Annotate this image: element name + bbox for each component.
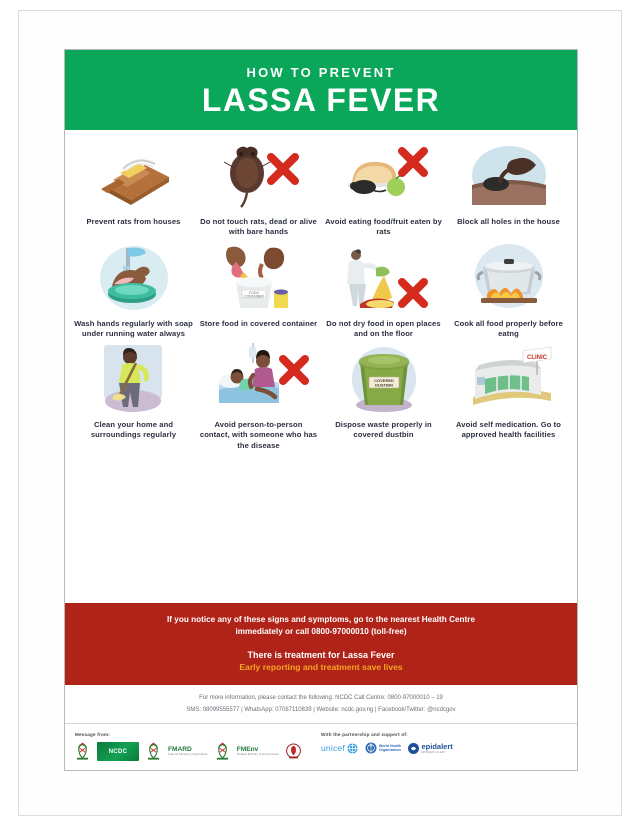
partnership-label: With the partnership and support of: bbox=[321, 732, 408, 737]
tip-card bbox=[321, 242, 446, 340]
ncdc-logo bbox=[97, 742, 139, 761]
prevention-tips-grid bbox=[65, 130, 577, 603]
tip-caption: Wash hands regularly with soap under running water always bbox=[74, 318, 193, 338]
tip-caption: Cook all food properly before eatng bbox=[454, 318, 563, 338]
tip-card bbox=[71, 343, 196, 451]
dead-rat-icon bbox=[199, 140, 318, 212]
tips-row bbox=[71, 242, 571, 340]
tip-caption: Avoid person-to-person contact, with someone who has the disease bbox=[199, 420, 318, 450]
fmard-logo-sub: Federal Ministry of Agriculture bbox=[168, 752, 208, 757]
tips-row bbox=[71, 140, 571, 238]
who-emblem-icon bbox=[365, 742, 377, 754]
covered-dustbin-icon bbox=[324, 343, 443, 415]
tip-caption: Dispose waste properly in covered dustbin bbox=[335, 420, 432, 440]
tip-caption: Store food in covered container bbox=[199, 318, 318, 328]
contact-info bbox=[65, 685, 577, 723]
bread-eaten-by-rat-icon bbox=[324, 140, 443, 212]
poster-page bbox=[18, 10, 622, 816]
unicef-globe-icon bbox=[347, 743, 358, 754]
svg-text:CLINIC: CLINIC bbox=[526, 355, 547, 361]
nigeria-coat-of-arms-icon bbox=[75, 742, 90, 761]
alert-treatment-line: There is treatment for Lassa Fever bbox=[247, 649, 395, 660]
svg-text:DUSTBIN: DUSTBIN bbox=[374, 382, 393, 388]
tips-row bbox=[71, 343, 571, 451]
who-logo-line-2: Organization bbox=[378, 748, 401, 752]
footer-logos bbox=[65, 723, 577, 770]
tip-caption: Avoid self medication. Go to approved health facilities bbox=[455, 420, 562, 440]
alert-line-1: If you notice any of these signs and symptoms, go to the nearest Health Centre bbox=[167, 615, 475, 624]
alert-banner bbox=[65, 603, 577, 685]
sponsor-logo-list bbox=[75, 742, 321, 761]
tip-card bbox=[71, 140, 196, 238]
ncdc-logo-text: NCDC bbox=[108, 748, 128, 755]
patient-in-bed-icon bbox=[199, 343, 318, 415]
fmenv-logo-text: FMEnv bbox=[236, 745, 259, 753]
epidalert-mark-icon bbox=[408, 743, 419, 754]
poster-kicker: HOW TO PREVENT bbox=[246, 65, 396, 80]
epidalert-logo-text: epidalert bbox=[421, 742, 453, 751]
fmenv-logo bbox=[237, 747, 279, 757]
tip-card bbox=[321, 140, 446, 238]
contact-line-2: SMS: 08099555577 | WhatsApp: 07087110839 | Website: ncdc.gov.ng | Facebook/Twitter: @ncdcgov bbox=[186, 706, 456, 713]
tip-card bbox=[446, 140, 571, 238]
partner-logo-list bbox=[321, 742, 567, 754]
nigeria-coat-of-arms-icon bbox=[215, 742, 230, 761]
food-container-icon bbox=[199, 242, 318, 314]
epidalert-logo bbox=[408, 742, 453, 754]
tip-card bbox=[196, 343, 321, 451]
svg-text:COVERED: COVERED bbox=[373, 378, 394, 383]
unicef-logo bbox=[321, 743, 358, 754]
tip-card bbox=[321, 343, 446, 451]
nigeria-coat-of-arms-icon bbox=[146, 742, 161, 761]
svg-text:FOOD: FOOD bbox=[248, 290, 259, 295]
partners-group bbox=[321, 732, 567, 761]
fmard-logo-text: FMARD bbox=[168, 745, 192, 753]
message-from-group bbox=[75, 732, 321, 761]
alert-early-reporting-line: Early reporting and treatment save lives bbox=[239, 662, 403, 673]
cooking-pot-icon bbox=[449, 242, 568, 314]
unicef-logo-text: unicef bbox=[321, 743, 345, 753]
tip-caption: Do not dry food in open places and on the floor bbox=[326, 318, 441, 338]
fmard-logo bbox=[168, 747, 208, 757]
tip-card bbox=[196, 140, 321, 238]
who-logo bbox=[365, 742, 401, 754]
mopping-floor-icon bbox=[74, 343, 193, 415]
alert-line-2: immediately or call 0800-97000010 (toll-free) bbox=[235, 627, 407, 637]
tip-caption: Clean your home and surroundings regularly bbox=[90, 420, 177, 440]
page-title: LASSA FEVER bbox=[201, 82, 441, 118]
block-hole-icon bbox=[449, 140, 568, 212]
wash-hands-icon bbox=[74, 242, 193, 314]
svg-text:CONTAINER: CONTAINER bbox=[243, 293, 264, 298]
tip-card bbox=[446, 242, 571, 340]
tip-card bbox=[71, 242, 196, 340]
tip-caption: Do not touch rats, dead or alive with bare hands bbox=[200, 217, 317, 237]
poster-sheet bbox=[64, 49, 578, 771]
tip-caption: Avoid eating food/fruit eaten by rats bbox=[325, 217, 442, 237]
tip-caption: Prevent rats from houses bbox=[86, 217, 181, 226]
clinic-building-icon bbox=[449, 343, 568, 415]
poster-header bbox=[65, 50, 577, 130]
epidalert-logo-sub: EPIDEMIC ALERT bbox=[421, 751, 446, 754]
drying-food-outdoors-icon bbox=[324, 242, 443, 314]
who-logo-line-1: World Health bbox=[378, 743, 401, 748]
tip-card bbox=[196, 242, 321, 340]
contact-line-1: For more information, please contact the following: NCDC Call Centre: 0800-97000010 – 19 bbox=[199, 695, 443, 702]
fmenv-logo-sub: Federal Ministry of Environment bbox=[236, 752, 280, 757]
tip-card bbox=[446, 343, 571, 451]
tip-caption: Block all holes in the house bbox=[457, 217, 560, 226]
rat-trap-icon bbox=[74, 140, 193, 212]
message-from-label: Message from: bbox=[75, 732, 111, 737]
federal-seal-icon bbox=[286, 742, 301, 761]
